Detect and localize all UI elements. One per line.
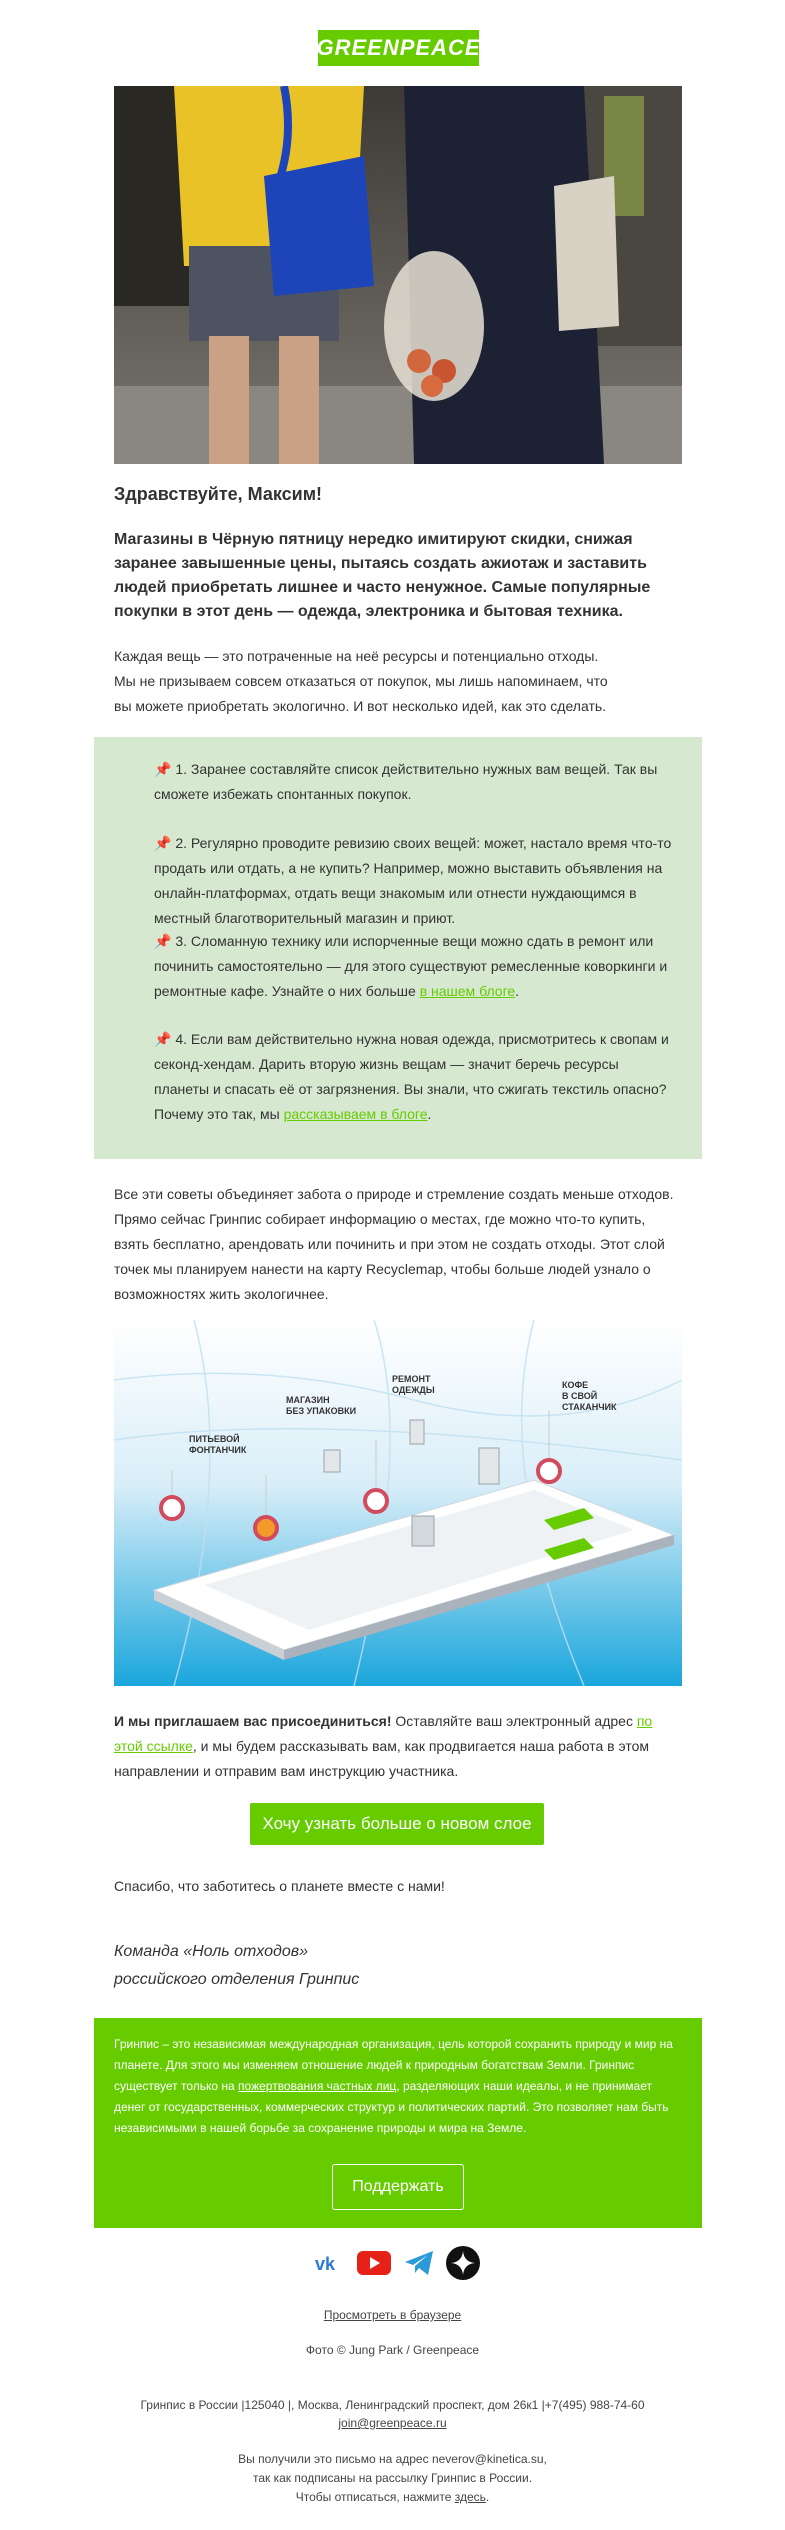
unsubscribe-line: [0, 2490, 785, 2504]
greenpeace-logo[interactable]: GREENPEACE: [318, 30, 479, 66]
tip-3-text: 📌 3. Сломанную технику или испорченные вещи можно сдать в ремонт или починить самостоятельно — для этого существуют ремесленные коворкинги и ремонтные кафе. Узнайте о них больше: [154, 933, 668, 999]
dzen-icon[interactable]: [446, 2246, 480, 2280]
email-line: [0, 2416, 785, 2430]
donate-button[interactable]: Поддержать: [332, 2164, 464, 2210]
tip-4-text: 📌 4. Если вам действительно нужна новая одежда, присмотритесь к свопам и секонд-хендам. Дарить вторую жизнь вещам — значит беречь ресурсы планеты и спасать её от загрязнения. Вы знали, что сжигать текстиль опасно? Почему это так, мы: [154, 1031, 669, 1122]
unsubscribe-link[interactable]: здесь: [454, 2490, 486, 2504]
tip-4-end: .: [427, 1106, 432, 1122]
address: Гринпис в России |125040 |, Москва, Ленинградский проспект, дом 26к1 |+7(495) 988-74-60: [140, 2398, 645, 2412]
unsubscribe-text: Чтобы отписаться, нажмите: [295, 2490, 455, 2504]
map-label: РЕМОНТ: [392, 1374, 431, 1384]
join-paragraph: [114, 1709, 682, 1784]
map-label: ОДЕЖДЫ: [392, 1385, 435, 1395]
join-text: Оставляйте ваш электронный адрес: [391, 1713, 637, 1729]
tip-1: 📌 1. Заранее составляйте список действительно нужных вам вещей. Так вы сможете избежать спонтанных покупок.: [154, 761, 658, 802]
lead-paragraph: Магазины в Чёрную пятницу нередко имитируют скидки, снижая заранее завышенные цены, пытаясь создать ажиотаж и заставить людей приобретать лишнее и часто ненужное. Самые популярные покупки в этот день — одежда, электроника и бытовая техника.: [114, 531, 651, 620]
about-text-part: Гринпис – это независимая международная организация, цель которой сохранить природу и мир на планете. Для этого мы изменяем отношение людей к природным богатствам Земли. Гринпис существует только на: [114, 2037, 673, 2093]
signature-line: российского отделения Гринпис: [114, 1971, 360, 1988]
recyclemap-illustration: [114, 1320, 682, 1686]
map-label: КОФЕ: [562, 1380, 589, 1390]
donations-link[interactable]: пожертвования частных лиц: [238, 2079, 397, 2093]
photo-credit: Фото © Jung Park / Greenpeace: [305, 2343, 480, 2357]
signature: [114, 1938, 359, 1994]
youtube-icon[interactable]: [357, 2246, 391, 2280]
signup-link[interactable]: по этой ссылке: [114, 1713, 653, 1754]
telegram-icon[interactable]: [402, 2246, 436, 2280]
view-in-browser: [0, 2308, 785, 2322]
tip-2: 📌 2. Регулярно проводите ревизию своих вещей: может, настало время что-то продать или отдать, а не купить? Например, можно выставить объявления на онлайн-платформах, отдать вещи знакомым или отнести нуждающимся в местный благотворительный магазин и приют.: [154, 835, 672, 926]
tips-block: [94, 737, 702, 1159]
signature-line: Команда «Ноль отходов»: [114, 1943, 309, 1960]
intro-line: Мы не призываем совсем отказаться от покупок, мы лишь напоминаем, что: [114, 673, 608, 689]
intro-line: вы можете приобретать экологично. И вот несколько идей, как это сделать.: [114, 698, 607, 714]
recipient-line: Вы получили это письмо на адрес neverov@kinetica.su,: [238, 2452, 547, 2466]
about-text: [114, 2034, 682, 2139]
subscription-line: так как подписаны на рассылку Гринпис в России.: [252, 2471, 533, 2485]
vk-icon[interactable]: [313, 2246, 347, 2280]
svg-text:vk: vk: [315, 2254, 336, 2273]
map-label: В СВОЙ: [562, 1391, 598, 1401]
view-in-browser-link[interactable]: Просмотреть в браузере: [323, 2308, 462, 2322]
tip-4: [154, 1027, 674, 1127]
join-bold: И мы приглашаем вас присоединиться!: [114, 1713, 392, 1729]
unsubscribe-end: .: [485, 2490, 490, 2504]
map-label: МАГАЗИН: [286, 1395, 330, 1405]
greeting: Здравствуйте, Максим!: [114, 484, 323, 504]
recyclemap-paragraph: Все эти советы объединяет забота о природе и стремление создать меньше отходов. Прямо сейчас Гринпис собирает информацию о местах, где можно что-то купить, взять бесплатно, арендовать или починить и при этом не создать отходы. Этот слой точек мы планируем нанести на карту Recyclemap, чтобы больше людей узнало о возможностях жить экологичнее.: [114, 1186, 674, 1302]
hero-photo: [114, 86, 682, 464]
map-label: ФОНТАНЧИК: [189, 1445, 247, 1455]
about-text-part: , разделяющих наши идеалы, и не принимает денег от государственных, коммерческих структур и политических партий. Это позволяет нам быть независимыми в нашей борьбе за сохранение природы и мира на Земле.: [114, 2079, 669, 2135]
blog-link[interactable]: рассказываем в блоге: [283, 1106, 428, 1122]
tip-3-end: .: [515, 983, 520, 999]
tip-3: [154, 929, 674, 1004]
thanks-text: Спасибо, что заботитесь о планете вместе с нами!: [114, 1878, 445, 1894]
map-label: СТАКАНЧИК: [562, 1402, 617, 1412]
intro-paragraph: [114, 644, 682, 719]
learn-more-button[interactable]: Хочу узнать больше о новом слое: [250, 1803, 544, 1845]
intro-line: Каждая вещь — это потраченные на неё ресурсы и потенциально отходы.: [114, 648, 599, 664]
blog-link[interactable]: в нашем блоге: [419, 983, 516, 999]
map-label: БЕЗ УПАКОВКИ: [286, 1406, 357, 1416]
email-link[interactable]: join@greenpeace.ru: [338, 2416, 447, 2430]
about-block: [94, 2018, 702, 2228]
join-text: , и мы будем рассказывать вам, как продвигается наша работа в этом направлении и отправим вам инструкцию участника.: [114, 1738, 650, 1779]
map-label: ПИТЬЕВОЙ: [189, 1434, 240, 1444]
